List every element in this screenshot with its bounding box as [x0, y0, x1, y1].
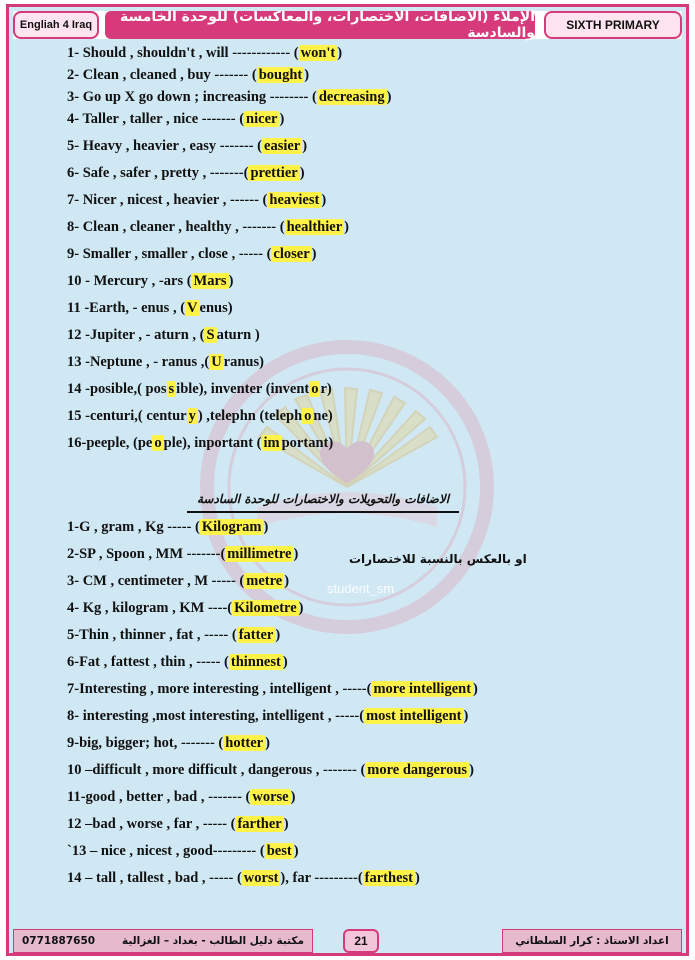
section1-item: [67, 192, 326, 209]
footer-author: اعداد الاستاذ : كرار السلطاني: [502, 929, 682, 953]
answer-highlight: hotter: [225, 735, 264, 751]
item-text: ): [469, 762, 474, 778]
footer: [13, 929, 682, 953]
answer-highlight: closer: [273, 246, 310, 262]
answer-highlight: worse: [252, 789, 289, 805]
item-text: 13 -Neptune , - ranus ,(: [67, 354, 210, 370]
answer-highlight: o: [304, 408, 312, 424]
answer-highlight: more dangerous: [367, 762, 468, 778]
section1-item: [67, 89, 391, 106]
item-text: 2- Clean , cleaned , buy ------- (: [67, 67, 257, 83]
watermark-handle: student_sm: [327, 581, 395, 596]
item-text: 14 -posible,( pos: [67, 381, 167, 397]
item-text: 4- Kg , kilogram , KM ----(: [67, 600, 233, 616]
answer-highlight: o: [154, 435, 162, 451]
section2-item: [67, 654, 288, 671]
item-text: 16-peeple, (pe: [67, 435, 153, 451]
item-text: 9-big, bigger; hot, ------- (: [67, 735, 224, 751]
section2-title-underline: [187, 511, 459, 513]
answer-highlight: best: [266, 843, 292, 859]
item-text: 4- Taller , taller , nice ------- (: [67, 111, 245, 127]
answer-highlight: U: [211, 354, 222, 370]
section1-item: [67, 381, 332, 398]
section1-item: [67, 246, 317, 263]
item-text: 3- CM , centimeter , M ----- (: [67, 573, 245, 589]
item-text: 7- Nicer , nicest , heavier , ------ (: [67, 192, 268, 208]
answer-highlight: worst: [243, 870, 279, 886]
item-text: ): [415, 870, 420, 886]
footer-phone: 0771887650: [22, 935, 96, 947]
item-text: ): [473, 681, 478, 697]
header: [13, 11, 682, 39]
section2-title: الاضافات والتحويلات والاختصارات للوحدة السادسة: [196, 492, 450, 506]
section2-item: [67, 843, 299, 860]
item-text: ): [299, 165, 305, 181]
footer-library-box: [13, 929, 313, 953]
section2-item: [67, 681, 478, 698]
item-text: ): [284, 573, 290, 589]
item-text: 1-G , gram , Kg ----- (: [67, 519, 200, 535]
item-text: ): [321, 192, 327, 208]
header-grade-label: SIXTH PRIMARY: [544, 11, 682, 39]
item-text: ): [279, 111, 285, 127]
item-text: ): [311, 246, 317, 262]
item-text: 2-SP , Spoon , MM -------(: [67, 546, 226, 562]
section2-note: او بالعكس بالنسبة للاختصارات: [349, 552, 527, 566]
section2-item: [67, 519, 268, 536]
item-text: 6-Fat , fattest , thin , ----- (: [67, 654, 229, 670]
section1-item: [67, 435, 333, 452]
section1-item: [67, 67, 309, 84]
section1-item: [67, 273, 233, 290]
item-text: 9- Smaller , smaller , close , ----- (: [67, 246, 272, 262]
section2-item: [67, 762, 474, 779]
answer-highlight: im: [263, 435, 280, 451]
item-text: ): [263, 519, 269, 535]
item-text: ple), inportant (: [163, 435, 262, 451]
section2-item: [67, 816, 289, 833]
item-text: 12 –bad , worse , far , ----- (: [67, 816, 236, 832]
item-text: 10 –difficult , more difficult , dangerous , ------- (: [67, 762, 366, 778]
item-text: `13 – nice , nicest , good--------- (: [67, 843, 265, 859]
section2-item: [67, 789, 295, 806]
item-text: aturn ): [216, 327, 260, 343]
answer-highlight: easier: [264, 138, 301, 154]
item-text: ): [283, 816, 289, 832]
answer-highlight: s: [168, 381, 175, 397]
item-text: 3- Go up X go down ; increasing -------- (: [67, 89, 317, 105]
answer-highlight: farthest: [364, 870, 413, 886]
answer-highlight: farther: [237, 816, 282, 832]
item-text: ): [293, 546, 299, 562]
section2-item: [67, 708, 468, 725]
item-text: enus): [199, 300, 233, 316]
page-number: 21: [343, 929, 379, 953]
item-text: 5-Thin , thinner , fat , ----- (: [67, 627, 237, 643]
item-text: ible), inventer (invent: [176, 381, 310, 397]
item-text: 14 – tall , tallest , bad , ----- (: [67, 870, 242, 886]
answer-highlight: thinnest: [230, 654, 281, 670]
item-text: 5- Heavy , heavier , easy ------- (: [67, 138, 263, 154]
item-text: ): [386, 89, 392, 105]
item-text: ne): [313, 408, 333, 424]
section2-item: [67, 573, 289, 590]
section2-item: [67, 735, 270, 752]
section2-item: [67, 546, 298, 563]
answer-highlight: metre: [246, 573, 283, 589]
item-text: 6- Safe , safer , pretty , -------(: [67, 165, 249, 181]
section1-item: [67, 111, 284, 128]
item-text: ranus): [223, 354, 264, 370]
item-text: ), far ---------(: [280, 870, 363, 886]
answer-highlight: most intelligent: [366, 708, 462, 724]
answer-highlight: V: [187, 300, 198, 316]
answer-highlight: heaviest: [269, 192, 320, 208]
answer-highlight: healthier: [286, 219, 343, 235]
item-text: 12 -Jupiter , - aturn , (: [67, 327, 205, 343]
page: [6, 4, 689, 956]
footer-library: مكتبة دليل الطالب - بغداد – الغزالية: [122, 935, 304, 947]
item-text: 8- Clean , cleaner , healthy , ------- (: [67, 219, 285, 235]
section1-item: [67, 219, 349, 236]
section1-item: [67, 165, 305, 182]
item-text: ): [282, 654, 288, 670]
section1-item: [67, 354, 264, 371]
section1-item: [67, 408, 333, 425]
answer-highlight: S: [206, 327, 215, 343]
item-text: ): [298, 600, 304, 616]
item-text: 11 -Earth, - enus , (: [67, 300, 186, 316]
section1-item: [67, 300, 233, 317]
answer-highlight: more intelligent: [373, 681, 472, 697]
item-text: r): [320, 381, 332, 397]
item-text: ): [290, 789, 296, 805]
answer-highlight: y: [188, 408, 196, 424]
item-text: ): [293, 843, 299, 859]
answer-highlight: o: [311, 381, 319, 397]
item-text: 15 -centuri,( centur: [67, 408, 187, 424]
item-text: ): [302, 138, 308, 154]
answer-highlight: Kilometre: [234, 600, 297, 616]
answer-highlight: won't: [300, 45, 336, 61]
item-text: 7-Interesting , more interesting , intelligent , -----(: [67, 681, 372, 697]
answer-highlight: nicer: [246, 111, 278, 127]
item-text: ) ,telephn (teleph: [197, 408, 303, 424]
item-text: ): [344, 219, 349, 235]
item-text: 1- Should , shouldn't , will ------------ (: [67, 45, 299, 61]
answer-highlight: prettier: [250, 165, 298, 181]
answer-highlight: millimetre: [227, 546, 292, 562]
section1-item: [67, 45, 342, 62]
item-text: 8- interesting ,most interesting, intelligent , -----(: [67, 708, 365, 724]
section2-item: [67, 627, 280, 644]
section2-item: [67, 870, 420, 887]
answer-highlight: Kilogram: [201, 519, 262, 535]
answer-highlight: decreasing: [318, 89, 385, 105]
item-text: ): [265, 735, 270, 751]
item-text: 10 - Mercury , -ars (: [67, 273, 192, 289]
item-text: ): [463, 708, 469, 724]
item-text: ): [337, 45, 343, 61]
section2-item: [67, 600, 304, 617]
answer-highlight: fatter: [238, 627, 274, 643]
header-title: الإملاء (الاضافات، الاختصارات، والمعاكسات) للوحدة الخامسة والسادسة: [105, 11, 535, 39]
answer-highlight: bought: [258, 67, 303, 83]
section1-item: [67, 138, 307, 155]
section1-item: [67, 327, 260, 344]
answer-highlight: Mars: [193, 273, 227, 289]
item-text: ): [304, 67, 310, 83]
item-text: ): [228, 273, 234, 289]
item-text: ): [275, 627, 281, 643]
item-text: 11-good , better , bad , ------- (: [67, 789, 251, 805]
item-text: portant): [281, 435, 334, 451]
header-book-label: Engliah 4 Iraq: [13, 11, 99, 39]
